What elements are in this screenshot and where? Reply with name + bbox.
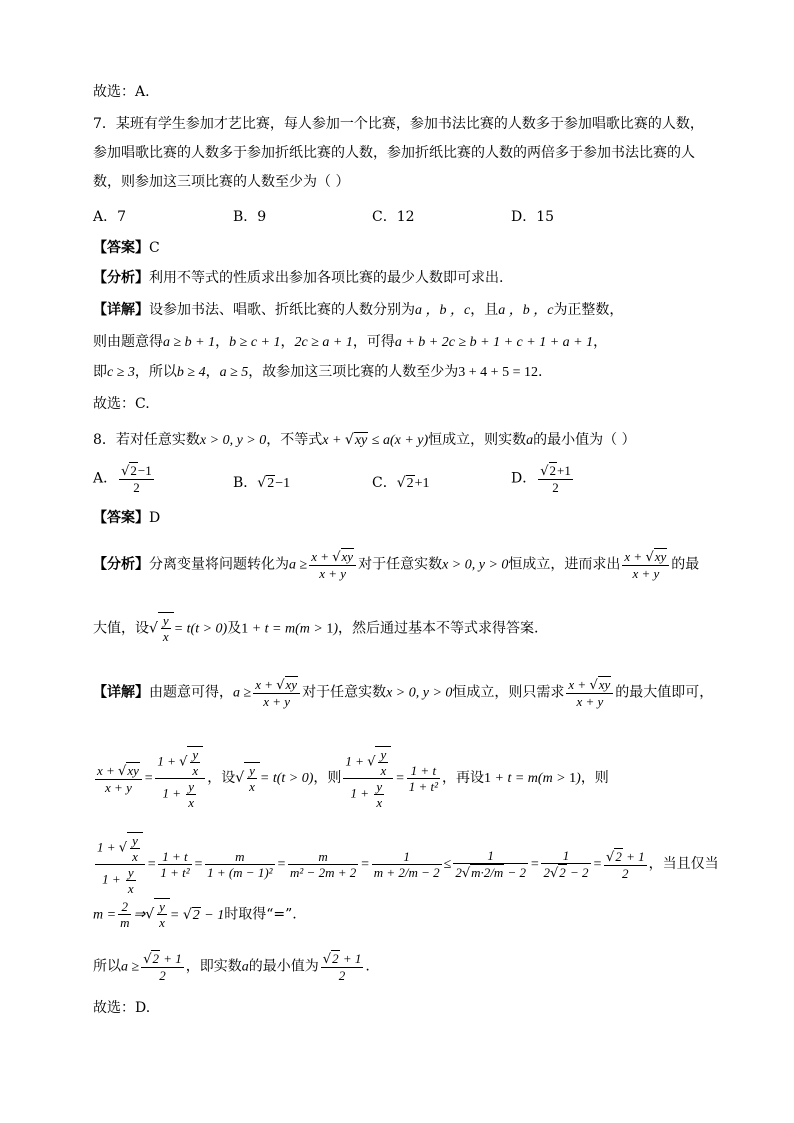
q7-detail-line2: 则由题意得a ≥ b + 1，b ≥ c + 1，2c ≥ a + 1，可得a + b + 2c ≥ b + 1 + c + 1 + a + 1， [93, 334, 608, 350]
q8-option-c: C．√2+1 [372, 475, 430, 491]
q8-analysis-line2: 大值，设√ $\frac{y}{x}$ = t(t > 0)及1 + t = m(m > 1)，然后通过基本不等式求得答案. [93, 613, 539, 644]
detail-tag: 【详解】 [93, 302, 149, 318]
q7-analysis [93, 268, 503, 288]
q7-option-c: C．12 [372, 209, 415, 225]
analysis-tag: 【分析】 [93, 270, 149, 286]
prev-answer-line: 故选：A. [93, 84, 150, 100]
q7-stem-line2: 参加唱歌比赛的人数多于参加折纸比赛的人数，参加折纸比赛的人数的两倍多于参加书法比赛的人 [93, 145, 695, 161]
q7-end: 故选：C. [93, 396, 150, 412]
q8-detail-line1: 【详解】由题意可得，a ≥ $\frac{x + √xy}{x + y}$ 对于任意实数x > 0, y > 0恒成立，则只需求 $\frac{x + √xy}{x + y}$ 的最大值即可， [93, 677, 714, 709]
q8-detail-line2: $\frac{x + √xy}{x + y}$ = 1 + √ $\frac{y}{x}$ 1 + $\frac{y}{x}$ ，设√ $\frac{y}{x}$ = t(t > 0)，则 1 + √ $\frac{y}{x}$ 1 + $\frac{y}{x}$ = $\frac{1 + t}{\text{1 + t²}}$ ，再设1 + t = m(m > 1)，则 [97, 747, 609, 810]
q8-detail-line5: 所以a ≥ $\frac{√2 + 1}{2}$ ，即实数a的最小值为 $\frac{√2 + 1}{2}$ . [93, 951, 370, 983]
q8-option-b: B．√2−1 [233, 475, 291, 491]
q7-option-a: A．7 [93, 209, 127, 225]
q7-option-d: D．15 [511, 209, 555, 225]
q7-stem-line3: 数，则参加这三项比赛的人数至少为（ ） [93, 174, 350, 190]
q7-detail-line3: 即c ≥ 3，所以b ≥ 4，a ≥ 5，故参加这三项比赛的人数至少为3 + 4 + 5 = 12. [93, 364, 543, 380]
q8-option-d: D． $\frac{√2+1}{2}$ [511, 463, 571, 495]
answer-value: C [149, 240, 160, 256]
q7-option-b: B．9 [233, 209, 267, 225]
q7-stem-line1: 7．某班有学生参加才艺比赛，每人参加一个比赛，参加书法比赛的人数多于参加唱歌比赛的人数， [93, 116, 704, 132]
q7-detail-line1: 【详解】设参加书法、唱歌、折纸比赛的人数分别为a ，b ，c，且a ，b ，c为正整数， [93, 302, 624, 318]
q8-option-a: A． $\frac{√2-1}{2}$ [93, 463, 152, 495]
q8-end: 故选：D. [93, 1000, 151, 1016]
q8-stem: 8．若对任意实数x > 0, y > 0，不等式x + √xy ≤ a(x + y)恒成立，则实数a的最小值为（ ） [93, 432, 636, 448]
q8-analysis-line1: 【分析】分离变量将问题转化为a ≥ $\frac{x + √xy}{x + y}$ 对于任意实数x > 0, y > 0恒成立，进而求出 $\frac{x + √xy}{x + y}$ 的最 [93, 549, 700, 581]
q8-detail-line4: m = $\frac{2}{m}$ ⇒√ $\frac{y}{x}$ = √2 − 1时取得“=”. [93, 899, 297, 930]
q8-detail-line3: 1 + √ $\frac{y}{x}$ 1 + $\frac{y}{x}$ = $\frac{1 + t}{\text{1 + t²}}$ = $\frac{m}{\text{1 + (m − 1)²}}$ = $\frac{m}{\text{m² − 2m + 2}}$ = $\frac{1}{m + 2/m - 2}$ ≤ $\frac{1}{2√m\cdot 2/m - 2}$ = $\frac{1}{2√2 - 2}$ = $\frac{√2 + 1}{2}$ ，当且仅当 [97, 833, 719, 896]
answer-tag: 【答案】 [93, 240, 149, 256]
q8-answer: 【答案】D [93, 510, 161, 526]
analysis-text: 利用不等式的性质求出参加各项比赛的最少人数即可求出. [149, 270, 504, 286]
q7-answer [93, 238, 160, 258]
